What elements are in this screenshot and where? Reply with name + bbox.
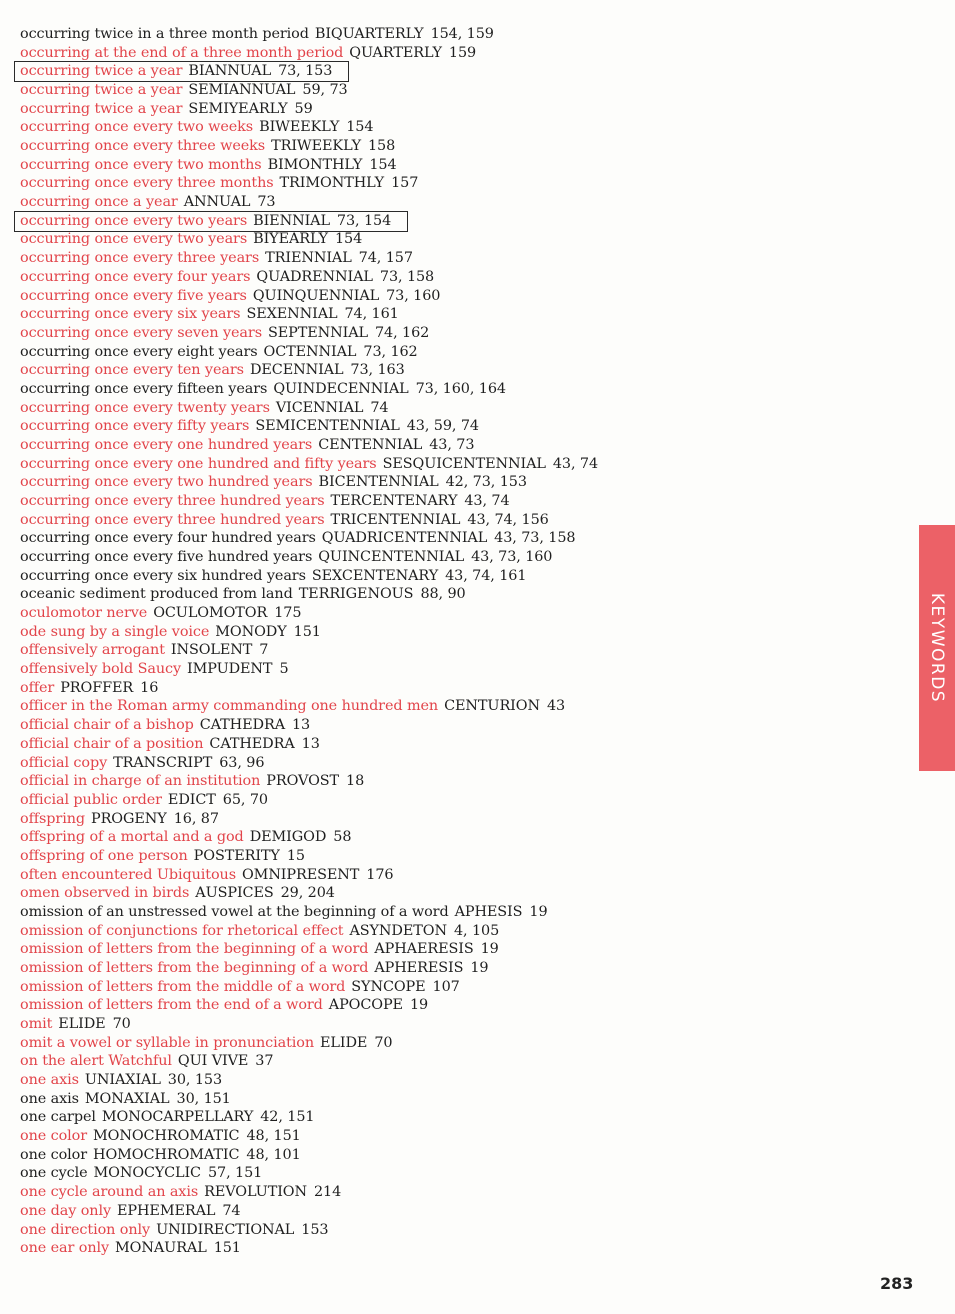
entry-pages: 48, 101 — [246, 1146, 301, 1163]
entry-headword: TRIMONTHLY — [279, 175, 385, 192]
entry-pages: 74, 161 — [344, 306, 399, 323]
entry-pages: 43, 73, 160 — [471, 549, 553, 566]
entry-headword: APHESIS — [454, 903, 523, 920]
entry-keyword: official copy — [20, 754, 108, 771]
index-entry — [20, 473, 527, 492]
entry-keyword: occurring once every six hundred years — [20, 567, 306, 584]
entry-keyword: occurring once every seven years — [20, 324, 262, 341]
side-tab-label: KEYWORDS — [927, 592, 947, 704]
index-entry — [20, 305, 399, 324]
entry-keyword: omission of conjunctions for rhetorical effect — [20, 922, 344, 939]
entry-headword: SESQUICENTENNIAL — [382, 455, 546, 472]
entry-pages: 107 — [432, 978, 460, 995]
entry-pages: 74 — [370, 399, 389, 416]
index-entry — [20, 548, 552, 567]
entry-keyword: occurring once every three hundred years — [20, 493, 325, 509]
entry-pages: 154 — [346, 119, 374, 136]
entry-pages: 43, 74, 161 — [445, 567, 527, 584]
entry-headword: UNIAXIAL — [84, 1072, 161, 1089]
index-entry — [20, 193, 275, 212]
entry-headword: QUARTERLY — [349, 44, 442, 61]
entry-keyword: occurring twice in a three month period — [20, 26, 309, 42]
entry-headword: BIWEEKLY — [259, 119, 340, 136]
entry-pages: 70 — [374, 1034, 393, 1051]
entry-pages: 4, 105 — [453, 922, 500, 939]
entry-keyword: occurring once every two years — [20, 212, 248, 229]
index-entry — [20, 716, 310, 735]
entry-headword: QUADRENNIAL — [256, 268, 373, 285]
entry-pages: 15 — [286, 847, 305, 864]
entry-keyword: one direction only — [20, 1221, 151, 1238]
index-entry — [20, 268, 434, 287]
entry-pages: 5 — [279, 661, 289, 678]
entry-headword: SYNCOPE — [351, 978, 426, 995]
entry-headword: BIENNIAL — [253, 212, 330, 229]
entry-headword: QUADRICENTENNIAL — [321, 530, 488, 547]
entry-headword: SEPTENNIAL — [267, 324, 368, 341]
entry-headword: QUINCENTENNIAL — [318, 549, 465, 566]
index-entry — [20, 230, 362, 249]
entry-headword: QUI VIVE — [177, 1053, 249, 1070]
entry-headword: HOMOCHROMATIC — [93, 1146, 240, 1163]
entry-keyword: one axis — [20, 1072, 79, 1089]
entry-headword: BIYEARLY — [253, 231, 328, 248]
entry-pages: 154 — [369, 156, 397, 173]
entry-keyword: occurring once every fifteen years — [20, 380, 268, 397]
index-entry — [20, 1127, 301, 1146]
entry-headword: TRIWEEKLY — [271, 138, 361, 155]
entry-headword: POSTERITY — [193, 847, 280, 864]
index-entry — [20, 679, 158, 698]
entry-pages: 159 — [448, 44, 477, 61]
index-entry — [20, 1146, 301, 1165]
keywords-side-tab — [919, 525, 955, 771]
entry-keyword: one cycle around an axis — [20, 1184, 199, 1201]
entry-headword: QUINQUENNIAL — [252, 287, 380, 304]
entry-keyword: omen observed in birds — [20, 885, 190, 902]
entry-headword: MONAXIAL — [84, 1090, 170, 1107]
entry-headword: INSOLENT — [170, 642, 253, 659]
entry-headword: SEXCENTENARY — [311, 567, 439, 584]
entry-pages: 74, 157 — [358, 250, 413, 267]
entry-keyword: occurring once every three hundred years — [20, 511, 325, 528]
entry-headword: IMPUDENT — [187, 661, 273, 678]
index-entry — [20, 940, 499, 959]
entry-pages: 43, 74 — [552, 455, 599, 472]
index-entry — [20, 343, 418, 362]
entry-pages: 13 — [292, 717, 311, 734]
index-entry — [20, 417, 479, 436]
entry-pages: 74 — [222, 1202, 241, 1219]
entry-headword: VICENNIAL — [275, 399, 364, 416]
entry-pages: 19 — [470, 960, 489, 976]
index-entry — [20, 1052, 273, 1071]
index-entry — [20, 1164, 262, 1183]
entry-pages: 175 — [274, 605, 302, 622]
entry-pages: 19 — [409, 997, 429, 1014]
entry-headword: BIQUARTERLY — [314, 26, 424, 42]
entry-headword: CATHEDRA — [199, 717, 285, 734]
entry-keyword: one day only — [20, 1202, 111, 1219]
entry-pages: 153 — [301, 1221, 329, 1238]
entry-keyword: occurring once every two weeks — [20, 119, 254, 136]
index-entry — [20, 81, 348, 100]
entry-keyword: offspring of one person — [20, 847, 188, 864]
entry-headword: EPHEMERAL — [116, 1202, 216, 1219]
index-entry — [20, 287, 440, 306]
entry-pages: 73, 163 — [350, 362, 405, 379]
index-entry — [20, 1015, 131, 1034]
entry-headword: UNIDIRECTIONAL — [156, 1221, 295, 1238]
index-entry — [20, 44, 476, 63]
entry-pages: 43, 74, 156 — [467, 511, 549, 528]
entry-pages: 43, 73, 158 — [494, 530, 576, 547]
entry-keyword: omission of letters from the end of a word — [20, 997, 323, 1014]
entry-pages: 157 — [391, 175, 419, 192]
entry-headword: REVOLUTION — [204, 1184, 307, 1201]
entry-keyword: offer — [20, 679, 55, 696]
index-entry — [20, 641, 268, 660]
page-number: 283 — [880, 1274, 914, 1293]
index-entry — [20, 380, 506, 399]
entry-pages: 16, 87 — [173, 810, 219, 827]
entry-pages: 176 — [366, 866, 394, 883]
entry-headword: TRIENNIAL — [265, 250, 352, 267]
index-entry — [20, 249, 413, 268]
entry-keyword: omission of an unstressed vowel at the beginning of a word — [20, 903, 449, 920]
entry-keyword: occurring twice a year — [20, 100, 183, 117]
index-entry — [20, 492, 510, 511]
entry-headword: SEMIYEARLY — [188, 100, 288, 117]
entry-headword: ASYNDETON — [349, 922, 447, 939]
entry-pages: 151 — [213, 1240, 241, 1257]
index-entry — [20, 978, 460, 997]
entry-pages: 43 — [546, 698, 566, 715]
entry-headword: CENTENNIAL — [318, 436, 423, 453]
entry-keyword: one carpel — [20, 1109, 96, 1126]
index-entry — [20, 529, 575, 548]
entry-pages: 214 — [313, 1184, 342, 1201]
entry-headword: APHAERESIS — [374, 941, 474, 958]
index-entry — [20, 455, 598, 474]
entry-pages: 19 — [480, 941, 499, 958]
index-entry — [20, 660, 289, 679]
entry-headword: BIANNUAL — [188, 63, 272, 80]
entry-pages: 70 — [112, 1016, 131, 1033]
index-entry — [20, 959, 488, 978]
index-entry — [20, 156, 397, 175]
entry-pages: 42, 73, 153 — [445, 474, 527, 491]
entry-pages: 30, 151 — [176, 1090, 231, 1107]
entry-headword: TERRIGENOUS — [298, 586, 414, 603]
entry-pages: 63, 96 — [219, 754, 265, 771]
index-entry — [20, 735, 320, 754]
entry-keyword: occurring once every fifty years — [20, 418, 250, 435]
entry-headword: APOCOPE — [328, 997, 403, 1014]
entry-pages: 73, 153 — [278, 63, 333, 80]
index-entry — [20, 511, 549, 530]
entry-headword: MONOCHROMATIC — [93, 1128, 240, 1145]
index-entry — [20, 604, 301, 623]
entry-keyword: omission of letters from the beginning of a word — [20, 960, 369, 976]
entry-keyword: occurring twice a year — [20, 82, 183, 99]
entry-headword: PROVOST — [266, 773, 340, 790]
entry-keyword: one cycle — [20, 1165, 88, 1182]
entry-pages: 30, 153 — [167, 1072, 223, 1089]
entry-pages: 73, 160, 164 — [415, 380, 506, 397]
entry-pages: 158 — [368, 138, 396, 155]
index-entry — [20, 922, 499, 941]
entry-headword: APHERESIS — [374, 960, 464, 976]
entry-headword: BICENTENNIAL — [318, 474, 439, 491]
index-entry — [20, 754, 264, 773]
entry-keyword: occurring once every ten years — [20, 362, 244, 379]
entry-keyword: often encountered Ubiquitous — [20, 866, 236, 883]
entry-keyword: occurring once every four years — [20, 268, 251, 285]
index-entry — [20, 1090, 231, 1109]
entry-headword: CATHEDRA — [209, 735, 295, 752]
index-entry — [20, 772, 364, 791]
entry-keyword: occurring once every six years — [20, 306, 241, 323]
entry-keyword: occurring once every two hundred years — [20, 474, 313, 491]
index-entry — [20, 25, 494, 44]
entry-headword: SEMICENTENNIAL — [255, 418, 400, 435]
entry-keyword: offspring — [20, 810, 85, 827]
entry-pages: 73, 158 — [379, 268, 435, 285]
index-entry — [20, 903, 548, 922]
index-entry — [20, 1108, 314, 1127]
index-entry — [20, 866, 393, 885]
index-entry — [15, 212, 407, 231]
entry-keyword: ode sung by a single voice — [20, 623, 210, 640]
entry-headword: QUINDECENNIAL — [273, 380, 409, 397]
index-entry — [20, 884, 335, 903]
entry-pages: 43, 73 — [429, 436, 475, 453]
entry-pages: 43, 74 — [464, 493, 510, 509]
entry-pages: 48, 151 — [246, 1128, 301, 1145]
index-entry — [20, 791, 268, 810]
entry-pages: 65, 70 — [222, 791, 268, 808]
entry-pages: 73, 154 — [336, 212, 392, 229]
entry-keyword: occurring once every five years — [20, 287, 247, 304]
entry-headword: OCULOMOTOR — [153, 605, 268, 622]
entry-headword: OCTENNIAL — [263, 343, 357, 360]
index-entry — [20, 1221, 328, 1240]
entry-keyword: officer in the Roman army commanding one hundred men — [20, 698, 439, 715]
entry-headword: MONOCARPELLARY — [101, 1109, 254, 1126]
entry-pages: 73, 160 — [386, 287, 441, 304]
entry-keyword: omit — [20, 1016, 53, 1033]
entry-keyword: occurring at the end of a three month period — [20, 44, 344, 61]
entry-pages: 151 — [293, 623, 321, 640]
index-entry — [20, 1071, 222, 1090]
entry-pages: 74, 162 — [374, 324, 430, 341]
entry-keyword: one color — [20, 1146, 87, 1163]
entry-keyword: occurring twice a year — [20, 63, 183, 80]
index-entry — [15, 62, 348, 81]
entry-keyword: offensively arrogant — [20, 642, 165, 659]
entry-keyword: occurring once every three months — [20, 175, 274, 192]
index-entry — [20, 697, 565, 716]
entry-headword: DECENNIAL — [249, 362, 344, 379]
entry-keyword: occurring once every five hundred years — [20, 549, 313, 566]
entry-keyword: occurring once every three years — [20, 250, 260, 267]
entry-keyword: official chair of a position — [20, 735, 204, 752]
entry-headword: MONAURAL — [115, 1240, 207, 1257]
entry-keyword: occurring once every four hundred years — [20, 530, 316, 547]
entry-keyword: oculomotor nerve — [20, 605, 148, 622]
index-entry — [20, 137, 395, 156]
entry-headword: ELIDE — [320, 1034, 368, 1051]
entry-headword: OMNIPRESENT — [241, 866, 360, 883]
index-entry — [20, 100, 313, 119]
entry-pages: 18 — [346, 773, 365, 790]
index-entry — [20, 1202, 240, 1221]
entry-keyword: occurring once every eight years — [20, 343, 258, 360]
entry-headword: ELIDE — [58, 1016, 106, 1033]
entry-headword: DEMIGOD — [249, 829, 327, 846]
entry-pages: 59, 73 — [302, 82, 348, 99]
entry-headword: TERCENTENARY — [330, 493, 458, 509]
entry-headword: SEXENNIAL — [246, 306, 338, 323]
entry-pages: 37 — [255, 1053, 274, 1070]
index-entry — [20, 567, 526, 586]
entry-keyword: occurring once every three weeks — [20, 138, 266, 155]
entry-keyword: official public order — [20, 791, 162, 808]
entry-headword: TRANSCRIPT — [113, 754, 213, 771]
index-entry — [20, 118, 373, 137]
entry-keyword: one color — [20, 1128, 87, 1145]
entry-keyword: omit a vowel or syllable in pronunciation — [20, 1034, 315, 1051]
index-entry — [20, 996, 428, 1015]
entry-headword: MONOCYCLIC — [93, 1165, 201, 1182]
entry-headword: AUSPICES — [195, 885, 274, 902]
entry-keyword: official in charge of an institution — [20, 773, 261, 790]
index-entry — [20, 847, 305, 866]
entry-keyword: occurring once every one hundred and fifty years — [20, 455, 377, 472]
entry-keyword: occurring once every one hundred years — [20, 436, 313, 453]
entry-headword: MONODY — [215, 623, 287, 640]
entry-pages: 19 — [529, 903, 548, 920]
entry-headword: ANNUAL — [183, 194, 251, 211]
entry-headword: EDICT — [167, 791, 216, 808]
index-entry — [20, 1239, 241, 1258]
entry-keyword: omission of letters from the beginning of a word — [20, 941, 369, 958]
index-entry — [20, 1034, 392, 1053]
entry-pages: 29, 204 — [280, 885, 335, 902]
entry-keyword: one ear only — [20, 1240, 110, 1257]
entry-headword: TRICENTENNIAL — [330, 511, 461, 528]
entry-keyword: offspring of a mortal and a god — [20, 829, 244, 846]
index-entry — [20, 324, 429, 343]
entry-keyword: one axis — [20, 1090, 79, 1107]
index-entry — [20, 436, 474, 455]
index-entry — [20, 623, 321, 642]
index-entry — [20, 399, 389, 418]
entry-pages: 7 — [259, 642, 269, 659]
entry-pages: 57, 151 — [207, 1165, 263, 1182]
entry-pages: 88, 90 — [420, 586, 466, 603]
index-entry — [20, 585, 466, 604]
entry-pages: 42, 151 — [260, 1109, 315, 1126]
entry-keyword: occurring once every twenty years — [20, 399, 270, 416]
index-entry — [20, 828, 351, 847]
entry-headword: CENTURION — [444, 698, 540, 715]
entry-keyword: occurring once a year — [20, 194, 178, 211]
entry-pages: 16 — [140, 679, 159, 696]
entry-pages: 43, 59, 74 — [406, 418, 479, 435]
entry-keyword: omission of letters from the middle of a word — [20, 978, 346, 995]
entry-keyword: official chair of a bishop — [20, 717, 194, 734]
entry-keyword: occurring once every two years — [20, 231, 248, 248]
entry-keyword: on the alert Watchful — [20, 1053, 172, 1070]
entry-keyword: oceanic sediment produced from land — [20, 586, 293, 603]
entry-pages: 154 — [334, 231, 363, 248]
entry-pages: 13 — [301, 735, 320, 752]
index-entry — [20, 810, 219, 829]
index-entry — [20, 174, 418, 193]
entry-headword: SEMIANNUAL — [188, 82, 296, 99]
entry-pages: 59 — [294, 100, 313, 117]
index-entry — [20, 361, 405, 380]
entry-pages: 154, 159 — [430, 26, 494, 42]
entry-headword: BIMONTHLY — [267, 156, 363, 173]
entry-headword: PROFFER — [60, 679, 134, 696]
entry-headword: PROGENY — [90, 810, 167, 827]
entry-pages: 58 — [333, 829, 352, 846]
entry-pages: 73, 162 — [363, 343, 418, 360]
entry-keyword: occurring once every two months — [20, 156, 262, 173]
entry-pages: 73 — [257, 194, 276, 211]
index-entry — [20, 1183, 341, 1202]
entry-keyword: offensively bold Saucy — [20, 661, 182, 678]
